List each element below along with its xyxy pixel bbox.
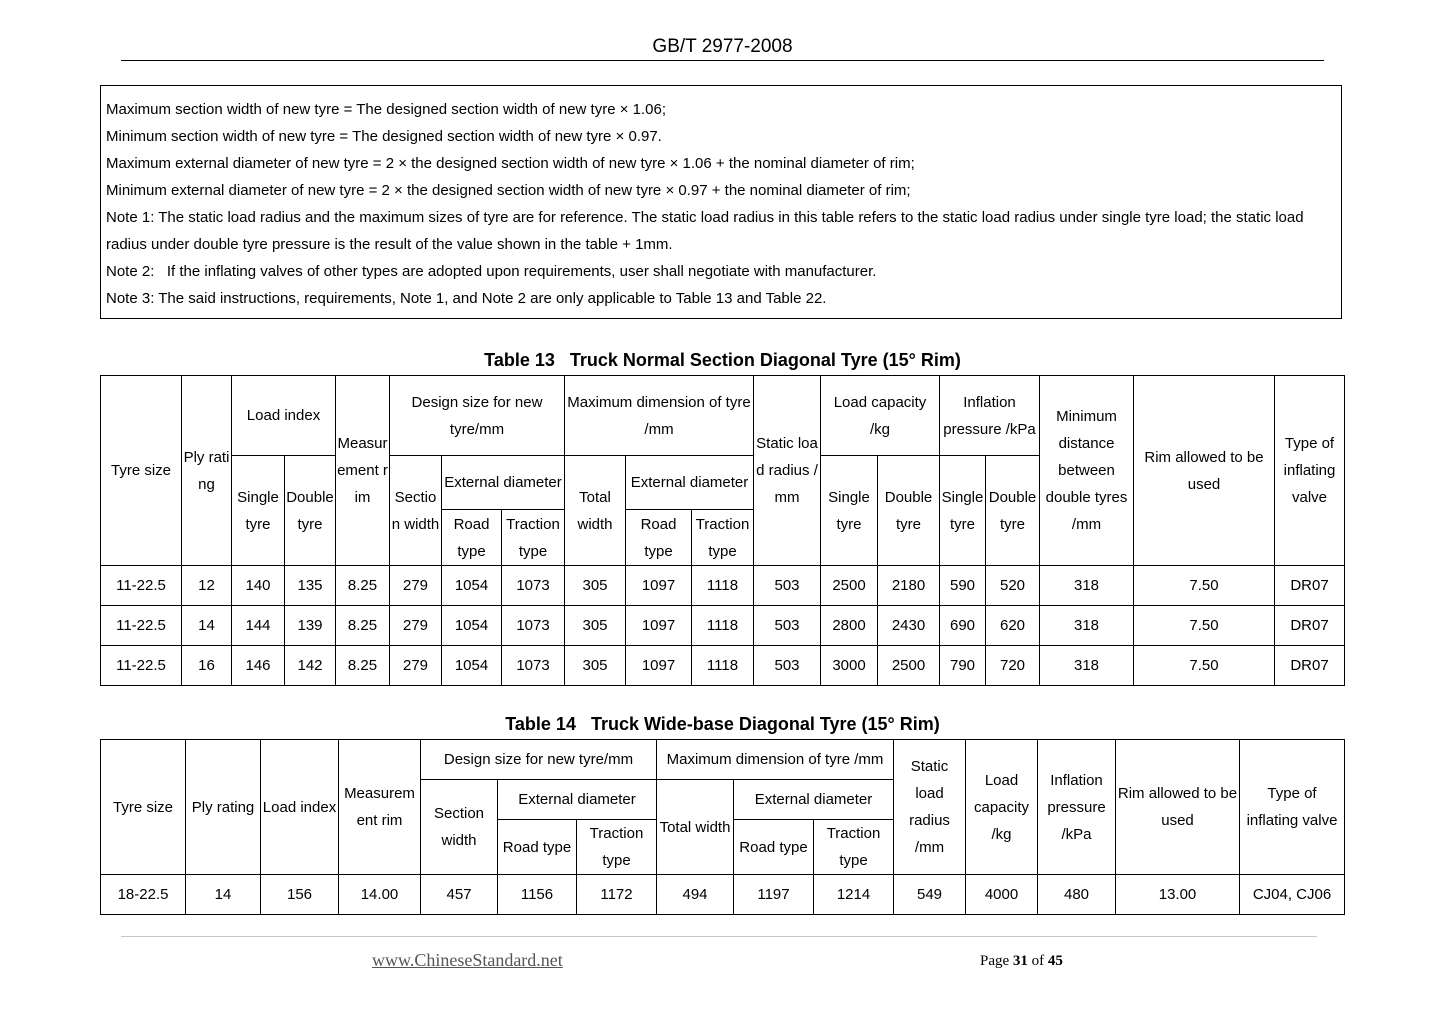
table-cell: 590 [940,566,986,606]
header-max-dimension: Maximum dimension of tyre /mm [657,740,894,780]
header-load-index: Load index [232,376,336,456]
table-cell: 279 [390,606,442,646]
footer-rule [121,936,1317,937]
table13-title: Table 13 Truck Normal Section Diagonal Tyre (15° Rim) [484,350,961,370]
header-traction-type: Traction type [692,510,754,566]
table-cell: 690 [940,606,986,646]
table-row [101,646,1345,686]
table-cell: 1172 [577,875,657,915]
table-cell: 14 [182,606,232,646]
table14-title: Table 14 Truck Wide-base Diagonal Tyre (15° Rim) [505,714,940,734]
header-load-capacity: Load capacity /kg [966,740,1038,875]
table-cell: 11-22.5 [101,566,182,606]
header-single-tyre: Single tyre [232,456,285,566]
header-valve-type: Type of inflating valve [1275,376,1345,566]
page-number: 31 [1012,953,1028,969]
header-traction-type: Traction type [502,510,565,566]
note-line: Minimum section width of new tyre = The designed section width of new tyre × 0.97. [106,128,662,145]
table-cell: 279 [390,646,442,686]
header-road-type: Road type [734,820,814,875]
header-external-diameter: External diameter [442,456,565,510]
header-external-diameter: External diameter [734,780,894,820]
table-cell: 305 [565,566,626,606]
table-cell: 11-22.5 [101,606,182,646]
table-cell: 2430 [878,606,940,646]
header-max-dimension: Maximum dimension of tyre /mm [565,376,754,456]
table-cell: 2500 [878,646,940,686]
table-cell: 1073 [502,646,565,686]
table-cell: 457 [421,875,498,915]
table-cell: 135 [285,566,336,606]
header-road-type: Road type [442,510,502,566]
table-cell: 1197 [734,875,814,915]
table14 [100,739,1345,915]
document-header: GB/T 2977-2008 [652,36,793,57]
header-total-width: Total width [657,780,734,875]
header-double-tyre: Double tyre [285,456,336,566]
table-cell: 1118 [692,606,754,646]
table-cell: 1097 [626,606,692,646]
table-cell: 1156 [498,875,577,915]
table-row [101,566,1345,606]
note-line: Maximum section width of new tyre = The designed section width of new tyre × 1.06; [106,101,667,118]
header-ply-rating: Ply rating [186,740,261,875]
table-cell: 790 [940,646,986,686]
table-cell: 140 [232,566,285,606]
header-road-type: Road type [626,510,692,566]
header-min-distance: Minimum distance between double tyres /mm [1040,376,1134,566]
table-cell: 8.25 [336,606,390,646]
header-ply-rating: Ply rating [182,376,232,566]
table-cell: 279 [390,566,442,606]
table-cell: 503 [754,566,821,606]
table-cell: 7.50 [1134,606,1275,646]
header-total-width: Total width [565,456,626,566]
header-load-index: Load index [261,740,339,875]
header-tyre-size: Tyre size [101,376,182,566]
table-cell: 318 [1040,646,1134,686]
page-label: Page [980,953,1010,969]
note-line: Note 2: If the inflating valves of other types are adopted upon requirements, user shall negotiate with manufacturer. [106,263,877,280]
table-cell: 1054 [442,646,502,686]
table-cell: 318 [1040,566,1134,606]
table-cell: 16 [182,646,232,686]
table-cell: 503 [754,606,821,646]
table-cell: 1118 [692,566,754,606]
header-road-type: Road type [498,820,577,875]
table-cell: 720 [986,646,1040,686]
table-cell: 1073 [502,606,565,646]
header-rim-allowed: Rim allowed to be used [1134,376,1275,566]
table-cell: 2500 [821,566,878,606]
header-inflation-pressure: Inflation pressure /kPa [940,376,1040,456]
table-cell: 318 [1040,606,1134,646]
header-traction-type: Traction type [577,820,657,875]
footer-website-link[interactable]: www.ChineseStandard.net [372,950,563,970]
table-cell: 7.50 [1134,646,1275,686]
note-line: Maximum external diameter of new tyre = 2 × the designed section width of new tyre × 1.06 + the nominal diameter of rim; [106,155,915,172]
header-load-capacity: Load capacity /kg [821,376,940,456]
header-measurement-rim: Measurement rim [336,376,390,566]
header-rule [121,60,1324,61]
header-ip-double: Double tyre [986,456,1040,566]
table-cell: 1073 [502,566,565,606]
table-cell: 144 [232,606,285,646]
table-cell: 549 [894,875,966,915]
table-cell: 13.00 [1116,875,1240,915]
table-cell: 3000 [821,646,878,686]
table-cell: 12 [182,566,232,606]
table-cell: 8.25 [336,646,390,686]
table-cell: 11-22.5 [101,646,182,686]
header-lc-single: Single tyre [821,456,878,566]
table-cell: 7.50 [1134,566,1275,606]
note-line: Minimum external diameter of new tyre = 2 × the designed section width of new tyre × 0.97 + the nominal diameter of rim; [106,182,911,199]
header-static-load-radius: Static load radius /mm [894,740,966,875]
header-tyre-size: Tyre size [101,740,186,875]
header-traction-type: Traction type [814,820,894,875]
table-cell: 2180 [878,566,940,606]
table-cell: 620 [986,606,1040,646]
table-cell: CJ04, CJ06 [1240,875,1345,915]
table-row [101,875,1345,915]
table-cell: 14.00 [339,875,421,915]
header-measurement-rim: Measurement rim [339,740,421,875]
notes-box [100,85,1342,319]
table-cell: 142 [285,646,336,686]
table-cell: 139 [285,606,336,646]
table-cell: 503 [754,646,821,686]
header-static-load-radius: Static load radius /mm [754,376,821,566]
header-valve-type: Type of inflating valve [1240,740,1345,875]
header-ip-single: Single tyre [940,456,986,566]
header-inflation-pressure: Inflation pressure /kPa [1038,740,1116,875]
table-cell: 480 [1038,875,1116,915]
header-section-width: Section width [390,456,442,566]
table-cell: 1097 [626,646,692,686]
table-cell: 14 [186,875,261,915]
table-cell: 520 [986,566,1040,606]
table-cell: 1118 [692,646,754,686]
header-rim-allowed: Rim allowed to be used [1116,740,1240,875]
note-line: Note 3: The said instructions, requirements, Note 1, and Note 2 are only applicable to Table 13 and Table 22. [106,290,827,307]
table-cell: 1054 [442,606,502,646]
header-lc-double: Double tyre [878,456,940,566]
header-design-size: Design size for new tyre/mm [421,740,657,780]
table-row [101,606,1345,646]
table-cell: 494 [657,875,734,915]
table-cell: 4000 [966,875,1038,915]
note-line: Note 1: The static load radius and the maximum sizes of tyre are for reference. The static load radius in this table refers to the static load radius under single tyre load; the static load radius under double tyre pressure is the result of the value shown in the table + 1mm. [106,209,1304,253]
page-total: 45 [1047,953,1063,969]
of-label: of [1031,953,1045,969]
table-cell: 1054 [442,566,502,606]
table-cell: 305 [565,646,626,686]
table-cell: 156 [261,875,339,915]
header-external-diameter: External diameter [498,780,657,820]
header-external-diameter: External diameter [626,456,754,510]
table-cell: DR07 [1275,606,1345,646]
table-cell: 305 [565,606,626,646]
table-cell: 18-22.5 [101,875,186,915]
table-cell: 8.25 [336,566,390,606]
table-cell: 146 [232,646,285,686]
table-cell: 1214 [814,875,894,915]
page-indicator [980,953,1063,970]
header-section-width: Section width [421,780,498,875]
table-cell: DR07 [1275,646,1345,686]
table13 [100,375,1345,686]
table-cell: 1097 [626,566,692,606]
table-cell: DR07 [1275,566,1345,606]
table-cell: 2800 [821,606,878,646]
header-design-size: Design size for new tyre/mm [390,376,565,456]
